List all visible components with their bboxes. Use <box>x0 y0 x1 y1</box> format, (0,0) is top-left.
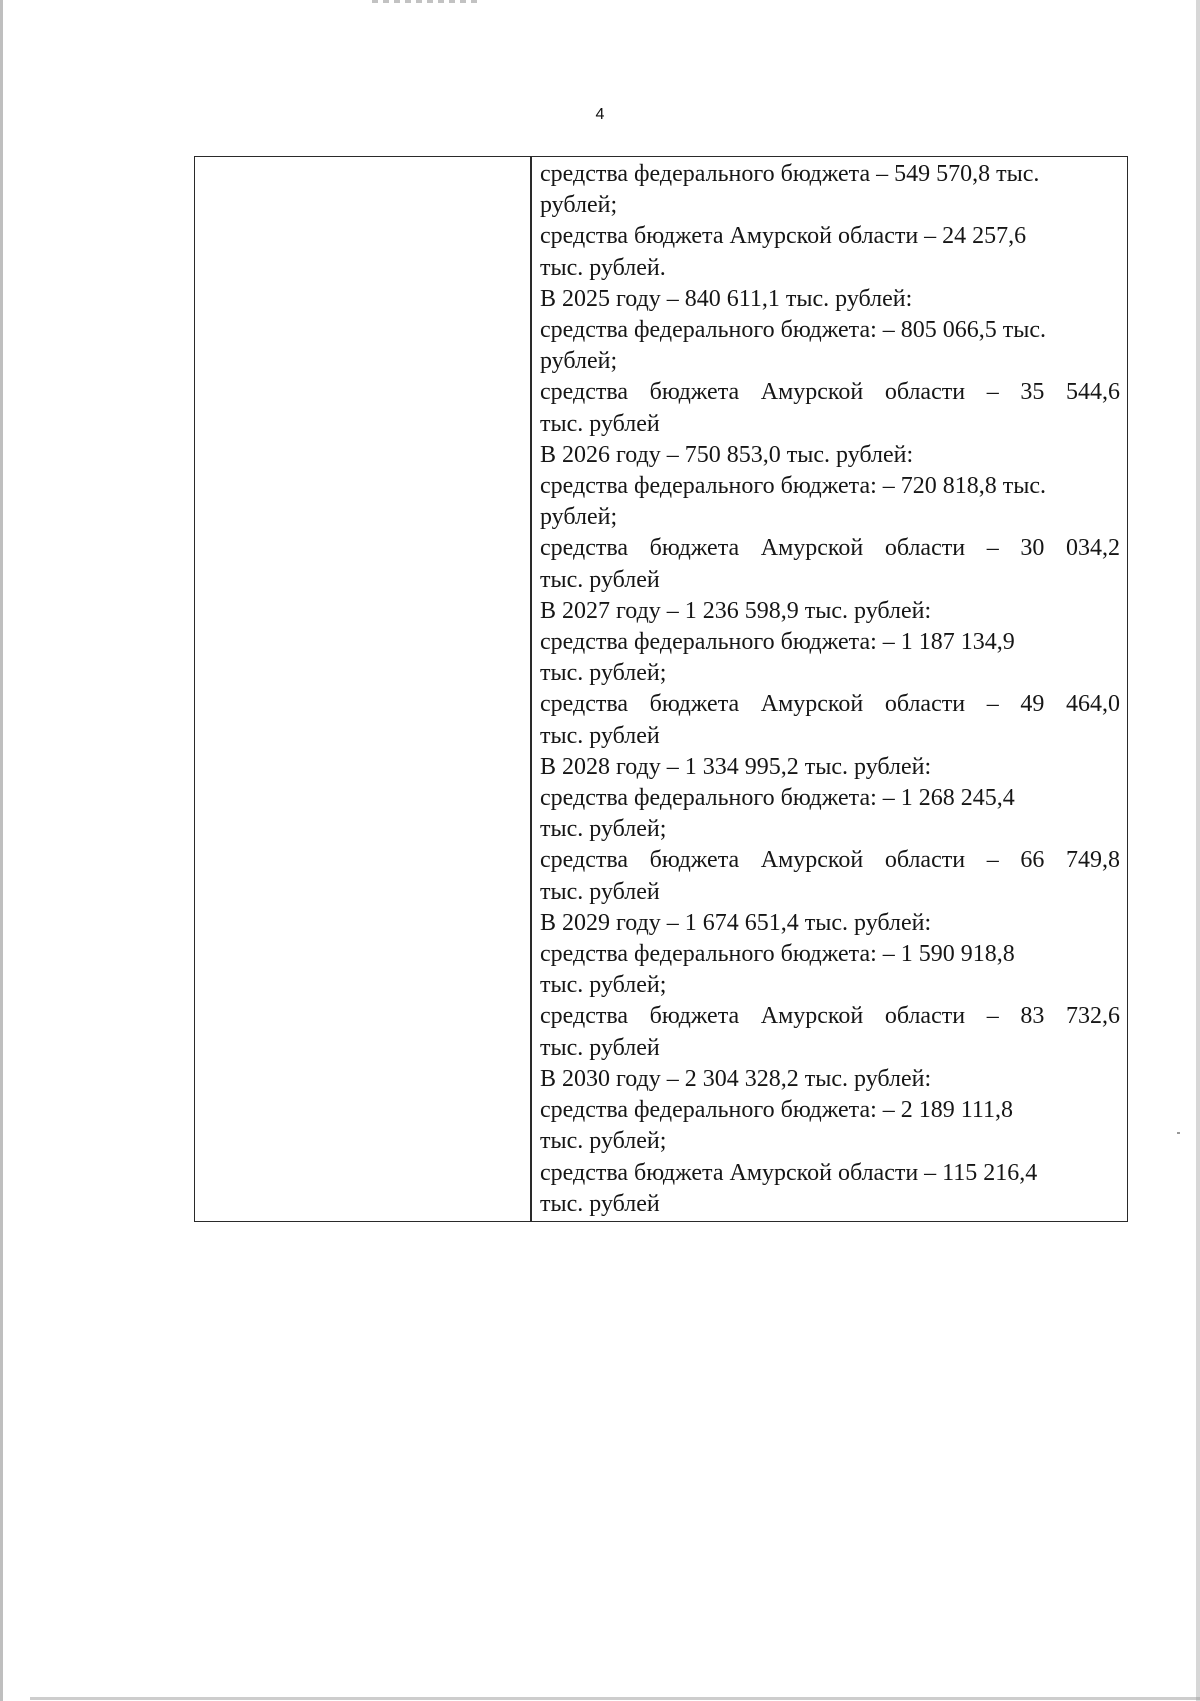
table-text-line: тыс. рублей <box>540 410 660 437</box>
table-text-line: средства федерального бюджета: – 720 818,8 тыс. <box>540 473 1047 500</box>
table-text-line: В 2029 году – 1 674 651,4 тыс. рублей: <box>540 909 932 936</box>
table-text-line: средства бюджета Амурской области – 83 732,6 <box>540 1003 1120 1030</box>
table-text-line: В 2030 году – 2 304 328,2 тыс. рублей: <box>540 1065 932 1092</box>
table-text-line: В 2027 году – 1 236 598,9 тыс. рублей: <box>540 597 932 624</box>
table-text-line: рублей; <box>540 348 618 375</box>
scan-edge-bottom <box>30 1697 1200 1700</box>
table-left-cell <box>195 157 530 1221</box>
table-text-line: средства бюджета Амурской области – 35 544,6 <box>540 379 1120 406</box>
table-text-line: средства федерального бюджета: – 805 066,5 тыс. <box>540 317 1047 344</box>
table-text-line: тыс. рублей; <box>540 1128 667 1155</box>
table-text-line: рублей; <box>540 504 618 531</box>
funding-table <box>194 156 1128 1222</box>
table-text-line: тыс. рублей <box>540 878 660 905</box>
table-text-line: средства бюджета Амурской области – 49 464,0 <box>540 691 1120 718</box>
table-text-line: средства бюджета Амурской области – 30 034,2 <box>540 535 1120 562</box>
table-text-line: тыс. рублей; <box>540 660 667 687</box>
column-divider <box>530 157 532 1221</box>
table-text-line: рублей; <box>540 192 618 219</box>
table-right-cell <box>540 157 1120 1220</box>
scan-edge-left <box>0 0 3 1701</box>
table-text-line: тыс. рублей; <box>540 972 667 999</box>
table-text-line: средства бюджета Амурской области – 115 216,4 <box>540 1159 1038 1186</box>
scan-edge-top <box>372 0 482 3</box>
table-text-line: средства федерального бюджета: – 1 187 134,9 <box>540 629 1015 656</box>
table-text-line: тыс. рублей; <box>540 816 667 843</box>
page-number: 4 <box>595 106 605 123</box>
table-text-line: тыс. рублей <box>540 1034 660 1061</box>
table-text-line: средства федерального бюджета: – 1 268 245,4 <box>540 785 1015 812</box>
table-text-line: тыс. рублей <box>540 566 660 593</box>
table-text-line: средства федерального бюджета – 549 570,8 тыс. <box>540 161 1040 187</box>
scan-edge-right <box>1196 0 1200 1701</box>
table-text-line: тыс. рублей <box>540 722 660 749</box>
table-text-line: средства бюджета Амурской области – 66 749,8 <box>540 847 1120 874</box>
scan-speck <box>1177 1132 1180 1134</box>
table-text-line: тыс. рублей. <box>540 254 666 281</box>
table-text-line: В 2028 году – 1 334 995,2 тыс. рублей: <box>540 753 932 780</box>
table-text-line: средства федерального бюджета: – 1 590 918,8 <box>540 941 1015 968</box>
table-text-line: тыс. рублей <box>540 1190 660 1217</box>
table-text-line: В 2026 году – 750 853,0 тыс. рублей: <box>540 441 914 468</box>
table-text-line: В 2025 году – 840 611,1 тыс. рублей: <box>540 285 913 312</box>
table-text-line: средства федерального бюджета: – 2 189 111,8 <box>540 1097 1014 1124</box>
table-text-line: средства бюджета Амурской области – 24 257,6 <box>540 223 1027 250</box>
